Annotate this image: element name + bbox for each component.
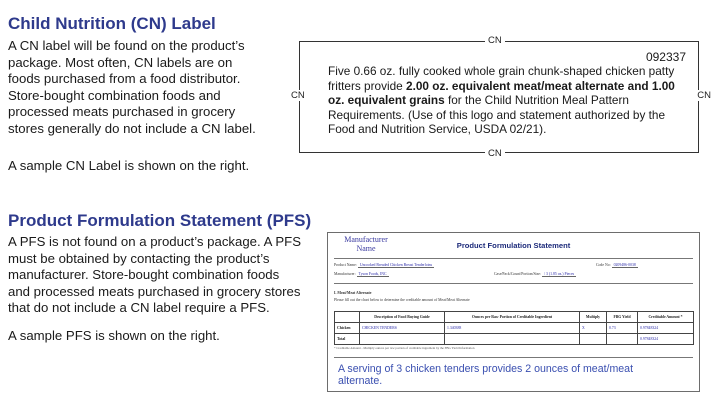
cn-description: [8, 38, 298, 138]
table-total-row: Total 0.97848324: [335, 334, 694, 345]
pfs-line: and processed meats purchased in grocery stores: [8, 283, 301, 299]
pfs-line: that do not include a CN label require a PFS.: [8, 300, 270, 316]
crediting-table: [334, 311, 694, 345]
cn-line: A CN label will be found on the product’s: [8, 38, 245, 53]
cn-statement: Five 0.66 oz. fully cooked whole grain chunk-shaped chicken patty fritters provide 2.00 oz. equivalent meat/meat alternate and 1.00 oz. equivalent grains for the Child Nutrition Meal Pattern Requirements. (Use of this logo and statement authorized by the Food and Nutrition Service, USDA 02/21).: [328, 64, 675, 137]
section-title: I. Meat/Meat Alternate: [334, 291, 372, 295]
case-value: / 3 (1.85 oz.) Pieces: [544, 272, 575, 276]
case-row: Case/Pack/Count/Portion/Size: / 3 (1.85 oz.) Pieces: [494, 272, 575, 276]
code-row: Code No: 0209486-0038: [596, 263, 636, 267]
cn-tag-left: CN: [288, 90, 308, 101]
cn-number: 092337: [645, 50, 686, 64]
product-name-value: Uncooked Breaded Chicken Breast Tenderloins: [359, 263, 433, 267]
footnote: * Creditable Amount - Multiply ounces per raw portion of creditable ingredient by the FBG Yield Information: [334, 346, 475, 350]
cn-tag-right: CN: [694, 90, 711, 101]
cn-sample-note: A sample CN Label is shown on the right.: [8, 158, 250, 173]
divider: [334, 283, 693, 284]
product-name-row: Product Name: Uncooked Breaded Chicken Breast Tenderloins: [334, 263, 433, 267]
divider: [334, 258, 693, 259]
pfs-description: [8, 234, 326, 317]
serving-statement: A serving of 3 chicken tenders provides 2 ounces of meat/meat alternate.: [338, 363, 634, 387]
manufacturer-row: Manufacturer: Tyson Foods, INC: [334, 272, 387, 276]
table-header-row: Description of Food Buying Guide Ounces per Raw Portion of Creditable Ingredient Multiply FBG Yield Creditable Amount *: [335, 312, 694, 323]
code-value: 0209486-0038: [613, 263, 636, 267]
cn-line: package. Most often, CN labels are on: [8, 54, 233, 70]
section-note: Please fill out the chart below to determine the creditable amount of Meat/Meat Alternate: [334, 298, 470, 302]
pfs-sample-note: A sample PFS is shown on the right.: [8, 328, 220, 343]
cn-label-box: [291, 35, 711, 159]
cn-line: stores generally do not include a CN label.: [8, 120, 256, 136]
cn-crediting: 2.00 oz. equivalent meat/meat alternate and 1.00 oz. equivalent grains: [328, 78, 675, 108]
pfs-line: manufacturer. Store-bought combination foods: [8, 267, 280, 283]
cn-line: foods purchased from a food distributor.: [8, 71, 241, 87]
manufacturer-name-label: Manufacturer Name: [344, 235, 388, 253]
table-row: Chicken CHICKEN TENDERS 1.340388 X 0.73 0.97848324: [335, 323, 694, 334]
divider: [334, 357, 693, 358]
cn-tag-bottom: CN: [485, 148, 505, 159]
pfs-document: [327, 232, 700, 392]
pfs-line: A PFS is not found on a product’s package. A PFS: [8, 234, 301, 249]
cn-tag-top: CN: [485, 35, 505, 46]
pfs-heading: Product Formulation Statement (PFS): [8, 211, 312, 230]
cn-heading: Child Nutrition (CN) Label: [8, 14, 216, 33]
pfs-line: must be obtained by contacting the product’s: [8, 250, 270, 266]
cn-line: processed meats purchased in grocery: [8, 104, 236, 120]
cn-line: Store-bought combination foods and: [8, 87, 221, 103]
manufacturer-value: Tyson Foods, INC: [358, 272, 387, 276]
pfs-title: Product Formulation Statement: [456, 241, 571, 250]
